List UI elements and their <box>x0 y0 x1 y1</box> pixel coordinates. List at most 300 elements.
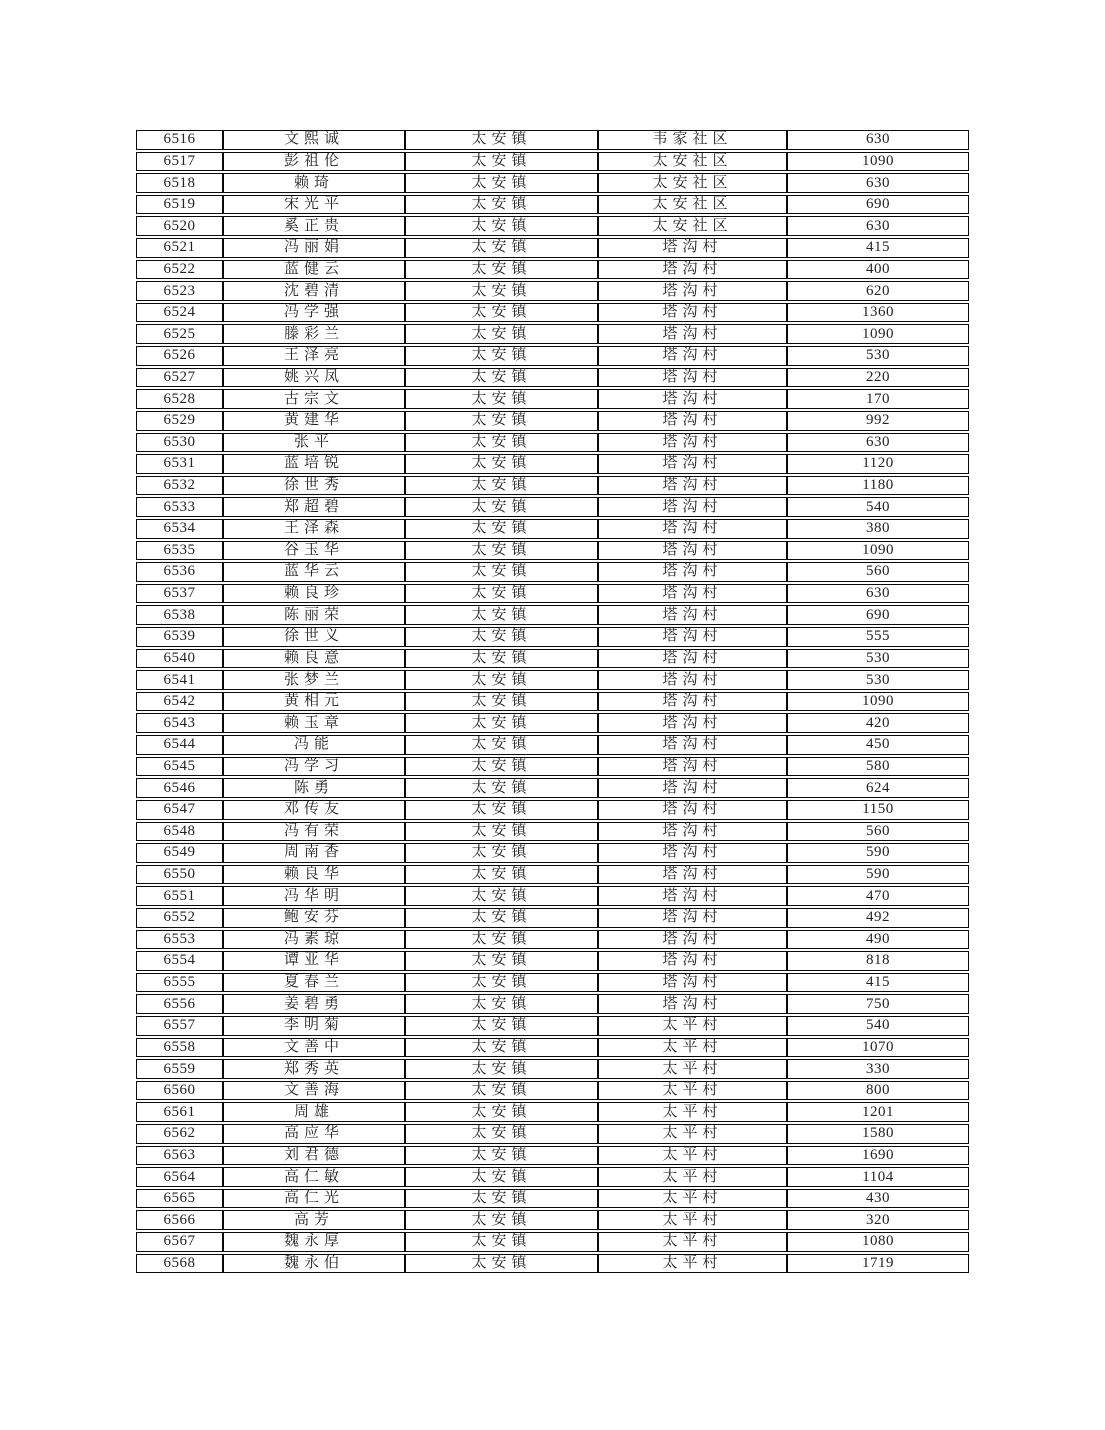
cell-amount: 470 <box>787 886 969 906</box>
cell-serial-number: 6518 <box>136 173 223 193</box>
cell-village: 塔沟村 <box>598 562 787 582</box>
table-row <box>136 1016 969 1036</box>
cell-village: 太平村 <box>598 1232 787 1252</box>
cell-village: 太安社区 <box>598 195 787 215</box>
cell-serial-number: 6556 <box>136 994 223 1014</box>
cell-amount: 1201 <box>787 1102 969 1122</box>
cell-person-name: 冯华明 <box>223 886 405 906</box>
table-row <box>136 497 969 517</box>
cell-amount: 690 <box>787 605 969 625</box>
cell-serial-number: 6530 <box>136 433 223 453</box>
cell-serial-number: 6547 <box>136 800 223 820</box>
cell-amount: 420 <box>787 713 969 733</box>
cell-person-name: 张梦兰 <box>223 670 405 690</box>
cell-town: 太安镇 <box>405 843 598 863</box>
cell-village: 塔沟村 <box>598 605 787 625</box>
table-row <box>136 865 969 885</box>
table-row <box>136 476 969 496</box>
cell-person-name: 冯丽娟 <box>223 238 405 258</box>
cell-amount: 590 <box>787 865 969 885</box>
cell-town: 太安镇 <box>405 281 598 301</box>
cell-person-name: 古宗文 <box>223 389 405 409</box>
cell-amount: 430 <box>787 1189 969 1209</box>
table-row <box>136 951 969 971</box>
cell-village: 塔沟村 <box>598 649 787 669</box>
cell-person-name: 蓝华云 <box>223 562 405 582</box>
cell-town: 太安镇 <box>405 908 598 928</box>
cell-amount: 630 <box>787 130 969 150</box>
cell-amount: 415 <box>787 238 969 258</box>
cell-village: 塔沟村 <box>598 389 787 409</box>
cell-serial-number: 6533 <box>136 497 223 517</box>
table-row <box>136 1167 969 1187</box>
cell-amount: 1180 <box>787 476 969 496</box>
cell-town: 太安镇 <box>405 454 598 474</box>
cell-town: 太安镇 <box>405 692 598 712</box>
cell-person-name: 宋光平 <box>223 195 405 215</box>
cell-serial-number: 6553 <box>136 930 223 950</box>
cell-amount: 492 <box>787 908 969 928</box>
cell-village: 塔沟村 <box>598 584 787 604</box>
cell-village: 塔沟村 <box>598 757 787 777</box>
cell-town: 太安镇 <box>405 324 598 344</box>
cell-town: 太安镇 <box>405 994 598 1014</box>
cell-serial-number: 6551 <box>136 886 223 906</box>
cell-amount: 540 <box>787 497 969 517</box>
cell-village: 塔沟村 <box>598 238 787 258</box>
table-row <box>136 1189 969 1209</box>
cell-village: 塔沟村 <box>598 476 787 496</box>
cell-amount: 450 <box>787 735 969 755</box>
cell-serial-number: 6541 <box>136 670 223 690</box>
cell-serial-number: 6539 <box>136 627 223 647</box>
cell-amount: 1090 <box>787 324 969 344</box>
cell-amount: 1090 <box>787 152 969 172</box>
table-row <box>136 627 969 647</box>
table-row <box>136 1038 969 1058</box>
cell-person-name: 陈丽荣 <box>223 605 405 625</box>
cell-village: 太平村 <box>598 1167 787 1187</box>
cell-serial-number: 6558 <box>136 1038 223 1058</box>
cell-town: 太安镇 <box>405 1254 598 1274</box>
cell-person-name: 冯学强 <box>223 303 405 323</box>
cell-town: 太安镇 <box>405 886 598 906</box>
cell-serial-number: 6531 <box>136 454 223 474</box>
cell-person-name: 文善中 <box>223 1038 405 1058</box>
cell-amount: 490 <box>787 930 969 950</box>
cell-person-name: 谭亚华 <box>223 951 405 971</box>
table-row <box>136 130 969 150</box>
table-row <box>136 822 969 842</box>
cell-person-name: 冯学习 <box>223 757 405 777</box>
cell-village: 塔沟村 <box>598 778 787 798</box>
cell-serial-number: 6564 <box>136 1167 223 1187</box>
cell-town: 太安镇 <box>405 433 598 453</box>
cell-town: 太安镇 <box>405 713 598 733</box>
table-row <box>136 649 969 669</box>
cell-serial-number: 6535 <box>136 541 223 561</box>
table-row <box>136 713 969 733</box>
cell-serial-number: 6549 <box>136 843 223 863</box>
cell-serial-number: 6562 <box>136 1124 223 1144</box>
cell-village: 塔沟村 <box>598 519 787 539</box>
cell-village: 塔沟村 <box>598 260 787 280</box>
cell-amount: 1120 <box>787 454 969 474</box>
cell-town: 太安镇 <box>405 1081 598 1101</box>
table-row <box>136 886 969 906</box>
cell-person-name: 高应华 <box>223 1124 405 1144</box>
cell-person-name: 郑秀英 <box>223 1059 405 1079</box>
cell-amount: 415 <box>787 973 969 993</box>
cell-town: 太安镇 <box>405 238 598 258</box>
table-row <box>136 324 969 344</box>
cell-village: 塔沟村 <box>598 368 787 388</box>
cell-serial-number: 6521 <box>136 238 223 258</box>
cell-town: 太安镇 <box>405 605 598 625</box>
cell-amount: 320 <box>787 1210 969 1230</box>
cell-village: 太安社区 <box>598 173 787 193</box>
cell-serial-number: 6520 <box>136 216 223 236</box>
cell-serial-number: 6516 <box>136 130 223 150</box>
cell-town: 太安镇 <box>405 303 598 323</box>
cell-town: 太安镇 <box>405 930 598 950</box>
cell-village: 塔沟村 <box>598 735 787 755</box>
table-row <box>136 800 969 820</box>
cell-village: 太平村 <box>598 1146 787 1166</box>
table-row <box>136 152 969 172</box>
cell-person-name: 奚正贵 <box>223 216 405 236</box>
cell-person-name: 冯有荣 <box>223 822 405 842</box>
cell-person-name: 陈勇 <box>223 778 405 798</box>
cell-person-name: 徐世秀 <box>223 476 405 496</box>
table-row <box>136 1059 969 1079</box>
cell-town: 太安镇 <box>405 822 598 842</box>
cell-person-name: 黄建华 <box>223 411 405 431</box>
cell-person-name: 徐世义 <box>223 627 405 647</box>
cell-amount: 530 <box>787 670 969 690</box>
table-row <box>136 281 969 301</box>
cell-amount: 1080 <box>787 1232 969 1252</box>
table-row <box>136 1232 969 1252</box>
cell-serial-number: 6534 <box>136 519 223 539</box>
cell-person-name: 沈碧清 <box>223 281 405 301</box>
cell-village: 太平村 <box>598 1059 787 1079</box>
cell-amount: 1090 <box>787 692 969 712</box>
cell-amount: 620 <box>787 281 969 301</box>
cell-person-name: 刘君德 <box>223 1146 405 1166</box>
cell-person-name: 高仁光 <box>223 1189 405 1209</box>
cell-serial-number: 6519 <box>136 195 223 215</box>
cell-amount: 1150 <box>787 800 969 820</box>
cell-amount: 800 <box>787 1081 969 1101</box>
cell-village: 塔沟村 <box>598 994 787 1014</box>
cell-town: 太安镇 <box>405 1210 598 1230</box>
cell-town: 太安镇 <box>405 216 598 236</box>
cell-town: 太安镇 <box>405 951 598 971</box>
table-row <box>136 389 969 409</box>
cell-serial-number: 6527 <box>136 368 223 388</box>
cell-amount: 630 <box>787 584 969 604</box>
cell-person-name: 蓝健云 <box>223 260 405 280</box>
cell-serial-number: 6537 <box>136 584 223 604</box>
cell-town: 太安镇 <box>405 1038 598 1058</box>
cell-town: 太安镇 <box>405 519 598 539</box>
cell-village: 塔沟村 <box>598 908 787 928</box>
cell-amount: 750 <box>787 994 969 1014</box>
table-row <box>136 303 969 323</box>
cell-town: 太安镇 <box>405 584 598 604</box>
cell-amount: 400 <box>787 260 969 280</box>
cell-amount: 560 <box>787 822 969 842</box>
cell-serial-number: 6566 <box>136 1210 223 1230</box>
cell-village: 塔沟村 <box>598 411 787 431</box>
cell-person-name: 赖琦 <box>223 173 405 193</box>
cell-serial-number: 6544 <box>136 735 223 755</box>
cell-village: 塔沟村 <box>598 800 787 820</box>
table-row <box>136 195 969 215</box>
cell-village: 韦家社区 <box>598 130 787 150</box>
cell-person-name: 夏春兰 <box>223 973 405 993</box>
table-row <box>136 735 969 755</box>
cell-village: 塔沟村 <box>598 303 787 323</box>
roster-body <box>136 130 969 1273</box>
cell-serial-number: 6568 <box>136 1254 223 1274</box>
table-row <box>136 778 969 798</box>
cell-town: 太安镇 <box>405 670 598 690</box>
cell-person-name: 姚兴凤 <box>223 368 405 388</box>
cell-serial-number: 6525 <box>136 324 223 344</box>
cell-amount: 1104 <box>787 1167 969 1187</box>
cell-amount: 555 <box>787 627 969 647</box>
cell-amount: 1070 <box>787 1038 969 1058</box>
cell-town: 太安镇 <box>405 368 598 388</box>
cell-town: 太安镇 <box>405 562 598 582</box>
cell-village: 塔沟村 <box>598 497 787 517</box>
cell-person-name: 赖良华 <box>223 865 405 885</box>
table-row <box>136 670 969 690</box>
cell-town: 太安镇 <box>405 541 598 561</box>
table-row <box>136 346 969 366</box>
cell-person-name: 魏永伯 <box>223 1254 405 1274</box>
cell-serial-number: 6517 <box>136 152 223 172</box>
table-row <box>136 433 969 453</box>
cell-serial-number: 6538 <box>136 605 223 625</box>
cell-village: 塔沟村 <box>598 692 787 712</box>
cell-person-name: 姜碧勇 <box>223 994 405 1014</box>
cell-town: 太安镇 <box>405 1189 598 1209</box>
cell-town: 太安镇 <box>405 497 598 517</box>
cell-serial-number: 6543 <box>136 713 223 733</box>
table-row <box>136 368 969 388</box>
cell-village: 太平村 <box>598 1189 787 1209</box>
cell-person-name: 文善海 <box>223 1081 405 1101</box>
cell-village: 太安社区 <box>598 216 787 236</box>
cell-village: 塔沟村 <box>598 822 787 842</box>
cell-amount: 1580 <box>787 1124 969 1144</box>
table-row <box>136 216 969 236</box>
cell-serial-number: 6528 <box>136 389 223 409</box>
cell-village: 太平村 <box>598 1016 787 1036</box>
table-row <box>136 173 969 193</box>
cell-village: 塔沟村 <box>598 951 787 971</box>
cell-amount: 630 <box>787 216 969 236</box>
cell-village: 塔沟村 <box>598 843 787 863</box>
cell-town: 太安镇 <box>405 865 598 885</box>
cell-serial-number: 6550 <box>136 865 223 885</box>
cell-serial-number: 6529 <box>136 411 223 431</box>
cell-village: 塔沟村 <box>598 433 787 453</box>
cell-person-name: 赖玉章 <box>223 713 405 733</box>
cell-person-name: 周南香 <box>223 843 405 863</box>
cell-person-name: 李明菊 <box>223 1016 405 1036</box>
cell-serial-number: 6522 <box>136 260 223 280</box>
cell-serial-number: 6561 <box>136 1102 223 1122</box>
cell-village: 塔沟村 <box>598 973 787 993</box>
cell-village: 太安社区 <box>598 152 787 172</box>
table-row <box>136 584 969 604</box>
table-row <box>136 994 969 1014</box>
cell-town: 太安镇 <box>405 1059 598 1079</box>
cell-village: 塔沟村 <box>598 670 787 690</box>
cell-serial-number: 6559 <box>136 1059 223 1079</box>
cell-person-name: 高仁敏 <box>223 1167 405 1187</box>
cell-town: 太安镇 <box>405 1232 598 1252</box>
cell-amount: 624 <box>787 778 969 798</box>
cell-amount: 690 <box>787 195 969 215</box>
table-row <box>136 1081 969 1101</box>
cell-serial-number: 6526 <box>136 346 223 366</box>
cell-person-name: 滕彩兰 <box>223 324 405 344</box>
cell-town: 太安镇 <box>405 1146 598 1166</box>
cell-town: 太安镇 <box>405 1016 598 1036</box>
cell-amount: 380 <box>787 519 969 539</box>
cell-person-name: 彭祖伦 <box>223 152 405 172</box>
cell-amount: 1360 <box>787 303 969 323</box>
cell-amount: 992 <box>787 411 969 431</box>
cell-village: 塔沟村 <box>598 886 787 906</box>
table-row <box>136 519 969 539</box>
cell-person-name: 黄相元 <box>223 692 405 712</box>
table-row <box>136 562 969 582</box>
cell-person-name: 魏永厚 <box>223 1232 405 1252</box>
cell-town: 太安镇 <box>405 1167 598 1187</box>
cell-town: 太安镇 <box>405 1102 598 1122</box>
cell-town: 太安镇 <box>405 757 598 777</box>
table-row <box>136 1146 969 1166</box>
cell-person-name: 文熙诚 <box>223 130 405 150</box>
table-row <box>136 541 969 561</box>
cell-village: 太平村 <box>598 1081 787 1101</box>
cell-serial-number: 6532 <box>136 476 223 496</box>
cell-amount: 540 <box>787 1016 969 1036</box>
cell-town: 太安镇 <box>405 627 598 647</box>
cell-amount: 590 <box>787 843 969 863</box>
cell-village: 太平村 <box>598 1254 787 1274</box>
table-row <box>136 1124 969 1144</box>
cell-town: 太安镇 <box>405 130 598 150</box>
cell-town: 太安镇 <box>405 173 598 193</box>
cell-amount: 630 <box>787 433 969 453</box>
cell-person-name: 高芳 <box>223 1210 405 1230</box>
table-row <box>136 454 969 474</box>
cell-village: 太平村 <box>598 1210 787 1230</box>
cell-amount: 630 <box>787 173 969 193</box>
cell-person-name: 周雄 <box>223 1102 405 1122</box>
cell-person-name: 冯素琼 <box>223 930 405 950</box>
cell-town: 太安镇 <box>405 260 598 280</box>
cell-town: 太安镇 <box>405 346 598 366</box>
cell-town: 太安镇 <box>405 476 598 496</box>
cell-person-name: 赖良意 <box>223 649 405 669</box>
cell-village: 塔沟村 <box>598 930 787 950</box>
cell-amount: 560 <box>787 562 969 582</box>
cell-serial-number: 6524 <box>136 303 223 323</box>
cell-town: 太安镇 <box>405 1124 598 1144</box>
cell-amount: 530 <box>787 649 969 669</box>
cell-town: 太安镇 <box>405 735 598 755</box>
cell-village: 塔沟村 <box>598 346 787 366</box>
cell-amount: 1690 <box>787 1146 969 1166</box>
cell-town: 太安镇 <box>405 411 598 431</box>
cell-village: 塔沟村 <box>598 627 787 647</box>
cell-person-name: 赖良珍 <box>223 584 405 604</box>
cell-person-name: 鲍安芬 <box>223 908 405 928</box>
cell-person-name: 张平 <box>223 433 405 453</box>
cell-village: 塔沟村 <box>598 281 787 301</box>
cell-town: 太安镇 <box>405 389 598 409</box>
cell-village: 塔沟村 <box>598 324 787 344</box>
cell-town: 太安镇 <box>405 800 598 820</box>
cell-amount: 170 <box>787 389 969 409</box>
cell-town: 太安镇 <box>405 152 598 172</box>
cell-amount: 1090 <box>787 541 969 561</box>
cell-serial-number: 6548 <box>136 822 223 842</box>
cell-serial-number: 6546 <box>136 778 223 798</box>
cell-person-name: 谷玉华 <box>223 541 405 561</box>
table-row <box>136 692 969 712</box>
cell-village: 塔沟村 <box>598 865 787 885</box>
cell-village: 塔沟村 <box>598 541 787 561</box>
cell-serial-number: 6540 <box>136 649 223 669</box>
cell-amount: 580 <box>787 757 969 777</box>
table-row <box>136 1254 969 1274</box>
cell-serial-number: 6545 <box>136 757 223 777</box>
cell-serial-number: 6563 <box>136 1146 223 1166</box>
cell-village: 太平村 <box>598 1102 787 1122</box>
cell-village: 太平村 <box>598 1038 787 1058</box>
cell-serial-number: 6523 <box>136 281 223 301</box>
cell-serial-number: 6567 <box>136 1232 223 1252</box>
table-row <box>136 757 969 777</box>
table-row <box>136 411 969 431</box>
cell-town: 太安镇 <box>405 778 598 798</box>
cell-serial-number: 6554 <box>136 951 223 971</box>
cell-person-name: 王泽亮 <box>223 346 405 366</box>
cell-town: 太安镇 <box>405 973 598 993</box>
table-row <box>136 930 969 950</box>
cell-person-name: 蓝培锐 <box>223 454 405 474</box>
cell-village: 太平村 <box>598 1124 787 1144</box>
table-row <box>136 605 969 625</box>
cell-amount: 818 <box>787 951 969 971</box>
table-row <box>136 1210 969 1230</box>
table-row <box>136 260 969 280</box>
cell-serial-number: 6542 <box>136 692 223 712</box>
cell-town: 太安镇 <box>405 195 598 215</box>
cell-serial-number: 6565 <box>136 1189 223 1209</box>
table-row <box>136 238 969 258</box>
cell-amount: 330 <box>787 1059 969 1079</box>
